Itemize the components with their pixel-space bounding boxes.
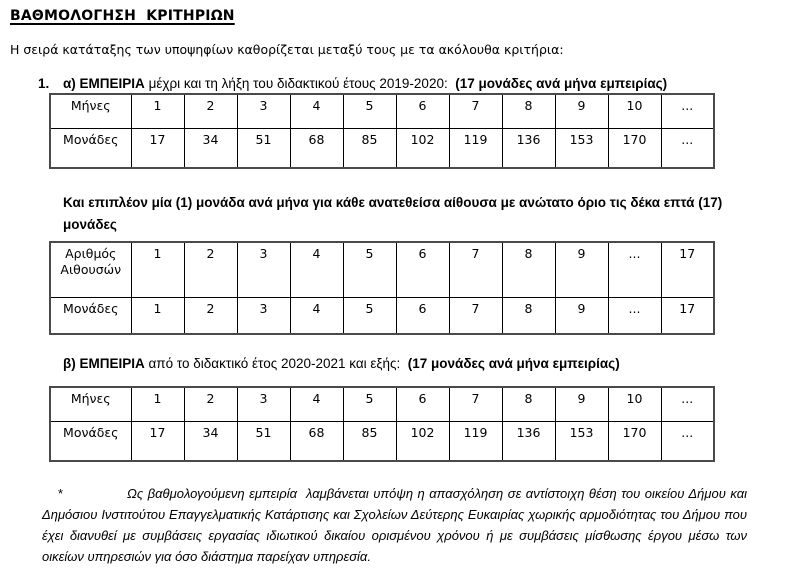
value-cell: 136 bbox=[502, 129, 555, 169]
table-row bbox=[50, 298, 714, 335]
table-body bbox=[50, 387, 714, 461]
value-cell: ... bbox=[661, 94, 714, 129]
value-cell: 4 bbox=[290, 242, 343, 298]
value-cell: 8 bbox=[502, 242, 555, 298]
section-b-title-bold: β) ΕΜΠΕΙΡΙΑ bbox=[63, 356, 145, 371]
value-cell: 8 bbox=[502, 298, 555, 335]
value-cell: 2 bbox=[184, 298, 237, 335]
value-cell: 4 bbox=[290, 298, 343, 335]
experience-table-from-2020 bbox=[49, 386, 715, 462]
value-cell: 6 bbox=[396, 242, 449, 298]
table-row bbox=[50, 422, 714, 462]
value-cell: 153 bbox=[555, 129, 608, 169]
value-cell: 9 bbox=[555, 298, 608, 335]
value-cell: 6 bbox=[396, 387, 449, 422]
value-cell: ... bbox=[608, 298, 661, 335]
value-cell: 3 bbox=[237, 242, 290, 298]
row-header-cell: Αριθμός Αιθουσών bbox=[50, 242, 131, 298]
value-cell: ... bbox=[661, 129, 714, 169]
value-cell: 51 bbox=[237, 422, 290, 462]
value-cell: 17 bbox=[661, 298, 714, 335]
value-cell: 2 bbox=[184, 387, 237, 422]
value-cell: 17 bbox=[131, 422, 184, 462]
value-cell: 68 bbox=[290, 422, 343, 462]
row-header-cell: Μήνες bbox=[50, 94, 131, 129]
table-row bbox=[50, 242, 714, 298]
value-cell: 3 bbox=[237, 387, 290, 422]
section-a-title-bold: α) ΕΜΠΕΙΡΙΑ bbox=[63, 76, 145, 91]
value-cell: 2 bbox=[184, 94, 237, 129]
value-cell: 136 bbox=[502, 422, 555, 462]
value-cell: 170 bbox=[608, 129, 661, 169]
value-cell: 17 bbox=[661, 242, 714, 298]
row-header-cell: Μονάδες bbox=[50, 129, 131, 169]
classrooms-table bbox=[49, 241, 715, 335]
value-cell: 7 bbox=[449, 387, 502, 422]
value-cell: 9 bbox=[555, 94, 608, 129]
value-cell: 85 bbox=[343, 129, 396, 169]
section-b-title-parenthetical: (17 μονάδες ανά μήνα εμπειρίας) bbox=[407, 356, 620, 371]
section-b-heading bbox=[0, 356, 792, 372]
page-title: ΒΑΘΜΟΛΟΓΗΣΗ ΚΡΙΤΗΡΙΩΝ bbox=[10, 8, 235, 24]
value-cell: 3 bbox=[237, 298, 290, 335]
value-cell: 9 bbox=[555, 387, 608, 422]
value-cell: 170 bbox=[608, 422, 661, 462]
section-a-heading bbox=[0, 76, 792, 92]
table-row bbox=[50, 387, 714, 422]
value-cell: 34 bbox=[184, 422, 237, 462]
table-row bbox=[50, 129, 714, 169]
value-cell: 5 bbox=[343, 298, 396, 335]
value-cell: 17 bbox=[131, 129, 184, 169]
value-cell: ... bbox=[661, 422, 714, 462]
row-header-cell: Μήνες bbox=[50, 387, 131, 422]
value-cell: 85 bbox=[343, 422, 396, 462]
value-cell: 7 bbox=[449, 298, 502, 335]
footnote-asterisk: * bbox=[58, 486, 64, 501]
value-cell: 5 bbox=[343, 94, 396, 129]
classroom-bonus-note: Και επιπλέον μία (1) μονάδα ανά μήνα για κάθε ανατεθείσα αίθουσα με ανώτατο όριο τις δέκα επτά (17) μονάδες bbox=[63, 195, 723, 232]
value-cell: 102 bbox=[396, 129, 449, 169]
value-cell: 6 bbox=[396, 298, 449, 335]
section-a-title-rest: μέχρι και τη λήξη του διδακτικού έτους 2019-2020: bbox=[144, 76, 456, 91]
value-cell: 8 bbox=[502, 387, 555, 422]
value-cell: 7 bbox=[449, 242, 502, 298]
value-cell: 68 bbox=[290, 129, 343, 169]
value-cell: 1 bbox=[131, 242, 184, 298]
value-cell: 153 bbox=[555, 422, 608, 462]
footnote-paragraph bbox=[42, 483, 747, 567]
value-cell: 4 bbox=[290, 387, 343, 422]
section-b-title-rest: από το διδακτικό έτος 2020-2021 και εξής: bbox=[144, 356, 408, 371]
value-cell: 1 bbox=[131, 387, 184, 422]
list-number: 1. bbox=[38, 76, 50, 91]
value-cell: 8 bbox=[502, 94, 555, 129]
experience-table-until-2020 bbox=[49, 93, 715, 169]
row-header-cell: Μονάδες bbox=[50, 298, 131, 335]
footnote-text: Ως βαθμολογούμενη εμπειρία λαμβάνεται υπόψη η απασχόληση σε αντίστοιχη θέση του οικείου Δήμου και Δημόσιου Ινστιτούτου Επαγγελματικής Κατάρτισης και Σχολείων Δεύτερης Ευκαιρίας χωρικής αρμοδιότητας του Δήμου που έχει διανυθεί με συμβάσεις εργασίας ιδιωτικού δικαίου ορισμένου χρόνου ή με συμβάσεις μίσθωσης έργου μέσω των οικείων υπηρεσιών για όσο διάστημα παρείχαν υπηρεσία. bbox=[42, 486, 747, 564]
value-cell: 10 bbox=[608, 94, 661, 129]
value-cell: 119 bbox=[449, 422, 502, 462]
table-row bbox=[50, 94, 714, 129]
value-cell: 6 bbox=[396, 94, 449, 129]
value-cell: 51 bbox=[237, 129, 290, 169]
value-cell: 5 bbox=[343, 242, 396, 298]
value-cell: 5 bbox=[343, 387, 396, 422]
value-cell: 7 bbox=[449, 94, 502, 129]
section-a-title-parenthetical: (17 μονάδες ανά μήνα εμπειρίας) bbox=[455, 76, 668, 91]
value-cell: 4 bbox=[290, 94, 343, 129]
value-cell: 119 bbox=[449, 129, 502, 169]
value-cell: 3 bbox=[237, 94, 290, 129]
value-cell: 1 bbox=[131, 298, 184, 335]
intro-paragraph: Η σειρά κατάταξης των υποψηφίων καθορίζεται μεταξύ τους με τα ακόλουθα κριτήρια: bbox=[10, 42, 564, 57]
value-cell: 102 bbox=[396, 422, 449, 462]
value-cell: 1 bbox=[131, 94, 184, 129]
value-cell: ... bbox=[661, 387, 714, 422]
table-body bbox=[50, 242, 714, 334]
value-cell: ... bbox=[608, 242, 661, 298]
value-cell: 10 bbox=[608, 387, 661, 422]
row-header-cell: Μονάδες bbox=[50, 422, 131, 462]
table-body bbox=[50, 94, 714, 168]
value-cell: 34 bbox=[184, 129, 237, 169]
value-cell: 2 bbox=[184, 242, 237, 298]
value-cell: 9 bbox=[555, 242, 608, 298]
